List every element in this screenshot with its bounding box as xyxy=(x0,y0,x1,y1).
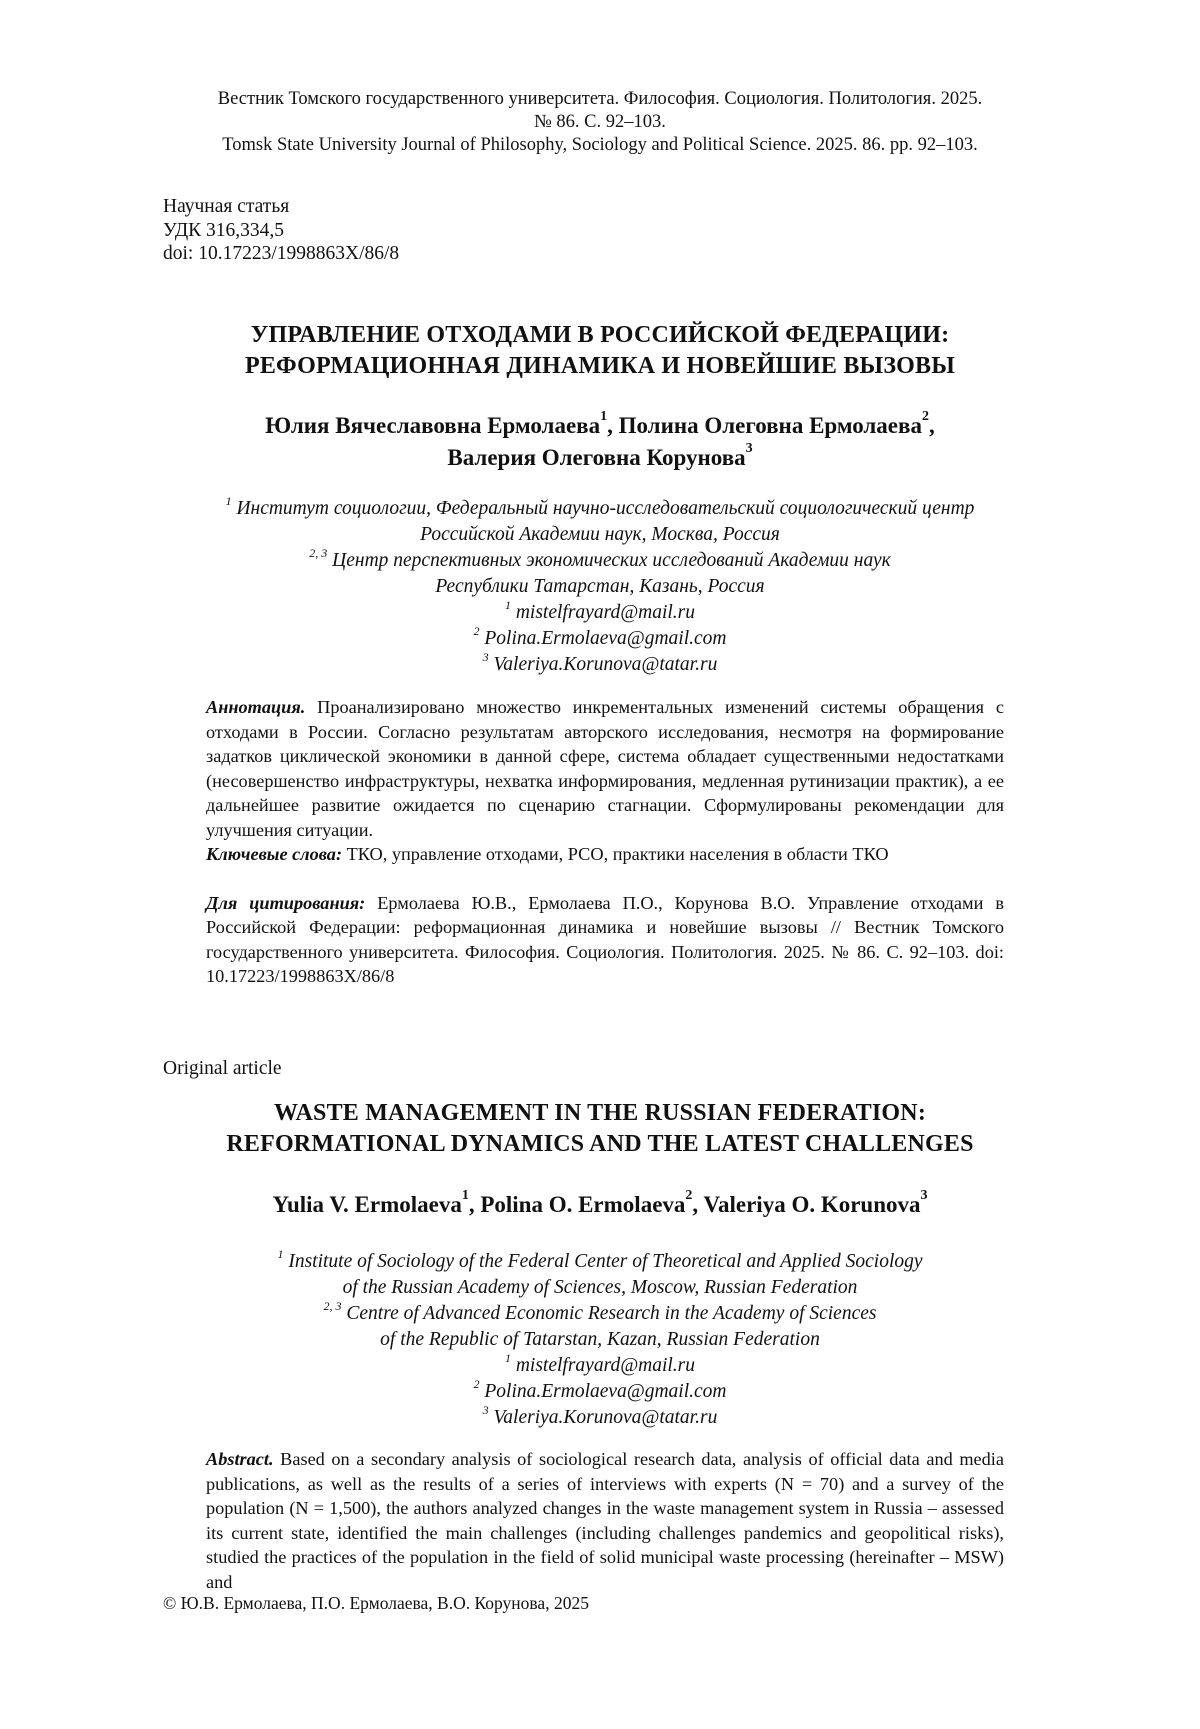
journal-en: Tomsk State University Journal of Philosophy, Sociology and Political Science. 2025. 86. pp. 92–103. xyxy=(222,135,978,155)
abstract-en-label: Abstract. xyxy=(206,1449,274,1469)
affil-ru-2-line1: Центр перспективных экономических исследований Академии наук xyxy=(332,550,891,571)
email-en-1-sup: 1 xyxy=(504,1350,511,1365)
udc: УДК 316,334,5 xyxy=(163,219,285,241)
journal-ru-line2: № 86. С. 92–103. xyxy=(534,112,666,132)
email-en-3[interactable]: Valeriya.Korunova@tatar.ru xyxy=(493,1407,718,1428)
email-ru-2[interactable]: Polina.Ermolaeva@gmail.com xyxy=(484,628,727,649)
title-ru-line1: УПРАВЛЕНИЕ ОТХОДАМИ В РОССИЙСКОЙ ФЕДЕРАЦИИ: xyxy=(250,322,950,348)
article-type-en: Original article xyxy=(163,1058,282,1079)
email-ru-1-sup: 1 xyxy=(504,597,511,612)
affil-en-2-sup: 2, 3 xyxy=(323,1298,342,1313)
email-en-2[interactable]: Polina.Ermolaeva@gmail.com xyxy=(484,1381,727,1402)
journal-ru-line1: Вестник Томского государственного университета. Философия. Социология. Политология. 2025. xyxy=(217,89,983,109)
affil-ru-2-sup: 2, 3 xyxy=(309,545,328,560)
author-ru-1: Юлия Вячеславовна Ермолаева xyxy=(265,413,601,438)
citation-ru-text: Ермолаева Ю.В., Ермолаева П.О., Корунова В.О. Управление отходами в Российской Федерации: реформационная динамика и новейшие вызовы // Вестник Томского государственного университета. Философия. Социология. Политология. 2025. № 86. С. 92–103. doi: 10.17223/1998863X/86/8 xyxy=(206,892,1004,986)
email-ru-2-sup: 2 xyxy=(473,623,480,638)
citation-ru-label: Для цитирования: xyxy=(206,892,366,913)
affiliations-en xyxy=(0,1246,1200,1431)
email-en-2-sup: 2 xyxy=(473,1376,480,1391)
abstract-en xyxy=(206,1447,1004,1594)
affil-ru-2-line2: Республики Татарстан, Казань, Россия xyxy=(435,576,765,597)
affil-en-2-line2: of the Republic of Tatarstan, Kazan, Russian Federation xyxy=(380,1329,820,1350)
article-meta xyxy=(163,195,399,266)
affil-ru-1-line1: Институт социологии, Федеральный научно-исследовательский социологический центр xyxy=(236,498,975,519)
author-en-2: Polina O. Ermolaeva xyxy=(480,1192,686,1217)
title-en xyxy=(0,1098,1200,1160)
abstract-en-text: Based on a secondary analysis of sociological research data, analysis of official data and media publications, as well as the results of a series of interviews with experts (N = 70) and a survey of the population (N = 1,500), the authors analyzed changes in the waste management system in Russia – assessed its current state, identified the main challenges (including challenges pandemics and geopolitical risks), studied the practices of the population in the field of solid municipal waste processing (hereinafter – MSW) and xyxy=(206,1449,1004,1592)
affil-en-1-sup: 1 xyxy=(277,1246,284,1261)
affil-ru-1-line2: Российской Академии наук, Москва, Россия xyxy=(420,524,780,545)
title-ru xyxy=(0,320,1200,382)
journal-header xyxy=(0,88,1200,157)
authors-en: Yulia V. Ermolaeva$^1$, Polina O. Ermolaeva$^2$, Valeriya O. Korunova$^3$ xyxy=(272,1188,928,1217)
author-ru-2: Полина Олеговна Ермолаева xyxy=(618,413,922,438)
affil-en-2-line1: Centre of Advanced Economic Research in the Academy of Sciences xyxy=(346,1303,877,1324)
author-en-3: Valeriya O. Korunova xyxy=(703,1192,921,1217)
author-ru-1-sup: 1 xyxy=(600,409,608,425)
email-ru-1[interactable]: mistelfrayard@mail.ru xyxy=(515,602,696,623)
affil-en-1-line1: Institute of Sociology of the Federal Center of Theoretical and Applied Sociology xyxy=(288,1251,923,1272)
abstract-ru-text: Проанализировано множество инкрементальных изменений системы обращения с отходами в России. Согласно результатам авторского исследования, несмотря на формирование задатков циклической экономики в данной сфере, система обладает существенными недостатками (несовершенство инфраструктуры, нехватка информирования, медленная рутинизации практик), а ее дальнейшее развитие ожидается по сценарию стагнации. Сформулированы рекомендации для улучшения ситуации. xyxy=(206,697,1005,840)
affiliations-ru xyxy=(0,493,1200,678)
email-ru-3-sup: 3 xyxy=(482,649,489,664)
author-en-3-sup: 3 xyxy=(920,1188,928,1204)
affil-en-1-line2: of the Russian Academy of Sciences, Moscow, Russian Federation xyxy=(342,1277,858,1298)
title-en-line1: WASTE MANAGEMENT IN THE RUSSIAN FEDERATION: xyxy=(273,1100,927,1126)
author-ru-3-sup: 3 xyxy=(745,441,753,457)
author-en-2-sup: 2 xyxy=(685,1188,693,1204)
abstract-ru-label: Аннотация. xyxy=(206,697,306,717)
email-en-3-sup: 3 xyxy=(482,1402,489,1417)
author-ru-3: Валерия Олеговна Корунова xyxy=(447,445,746,470)
keywords-ru-label: Ключевые слова: xyxy=(206,844,343,864)
title-ru-line2: РЕФОРМАЦИОННАЯ ДИНАМИКА И НОВЕЙШИЕ ВЫЗОВЫ xyxy=(244,353,956,379)
author-en-1-sup: 1 xyxy=(461,1188,469,1204)
affil-ru-1-sup: 1 xyxy=(225,493,232,508)
keywords-ru-text: ТКО, управление отходами, РСО, практики населения в области ТКО xyxy=(346,844,889,864)
title-en-line2: REFORMATIONAL DYNAMICS AND THE LATEST CHALLENGES xyxy=(226,1131,974,1157)
author-ru-2-sup: 2 xyxy=(921,409,929,425)
abstract-ru xyxy=(206,695,1004,989)
article-type-ru: Научная статья xyxy=(163,196,290,217)
email-en-1[interactable]: mistelfrayard@mail.ru xyxy=(515,1355,696,1376)
author-en-1: Yulia V. Ermolaeva xyxy=(272,1192,462,1217)
doi: doi: 10.17223/1998863X/86/8 xyxy=(163,243,400,264)
copyright-footer: © Ю.В. Ермолаева, П.О. Ермолаева, В.О. Корунова, 2025 xyxy=(163,1593,589,1613)
authors-ru: Юлия Вячеславовна Ермолаева$^1$, Полина Олеговна Ермолаева$^2$, Валерия Олеговна Корунова$^3$ xyxy=(265,409,935,470)
email-ru-3[interactable]: Valeriya.Korunova@tatar.ru xyxy=(493,654,718,675)
